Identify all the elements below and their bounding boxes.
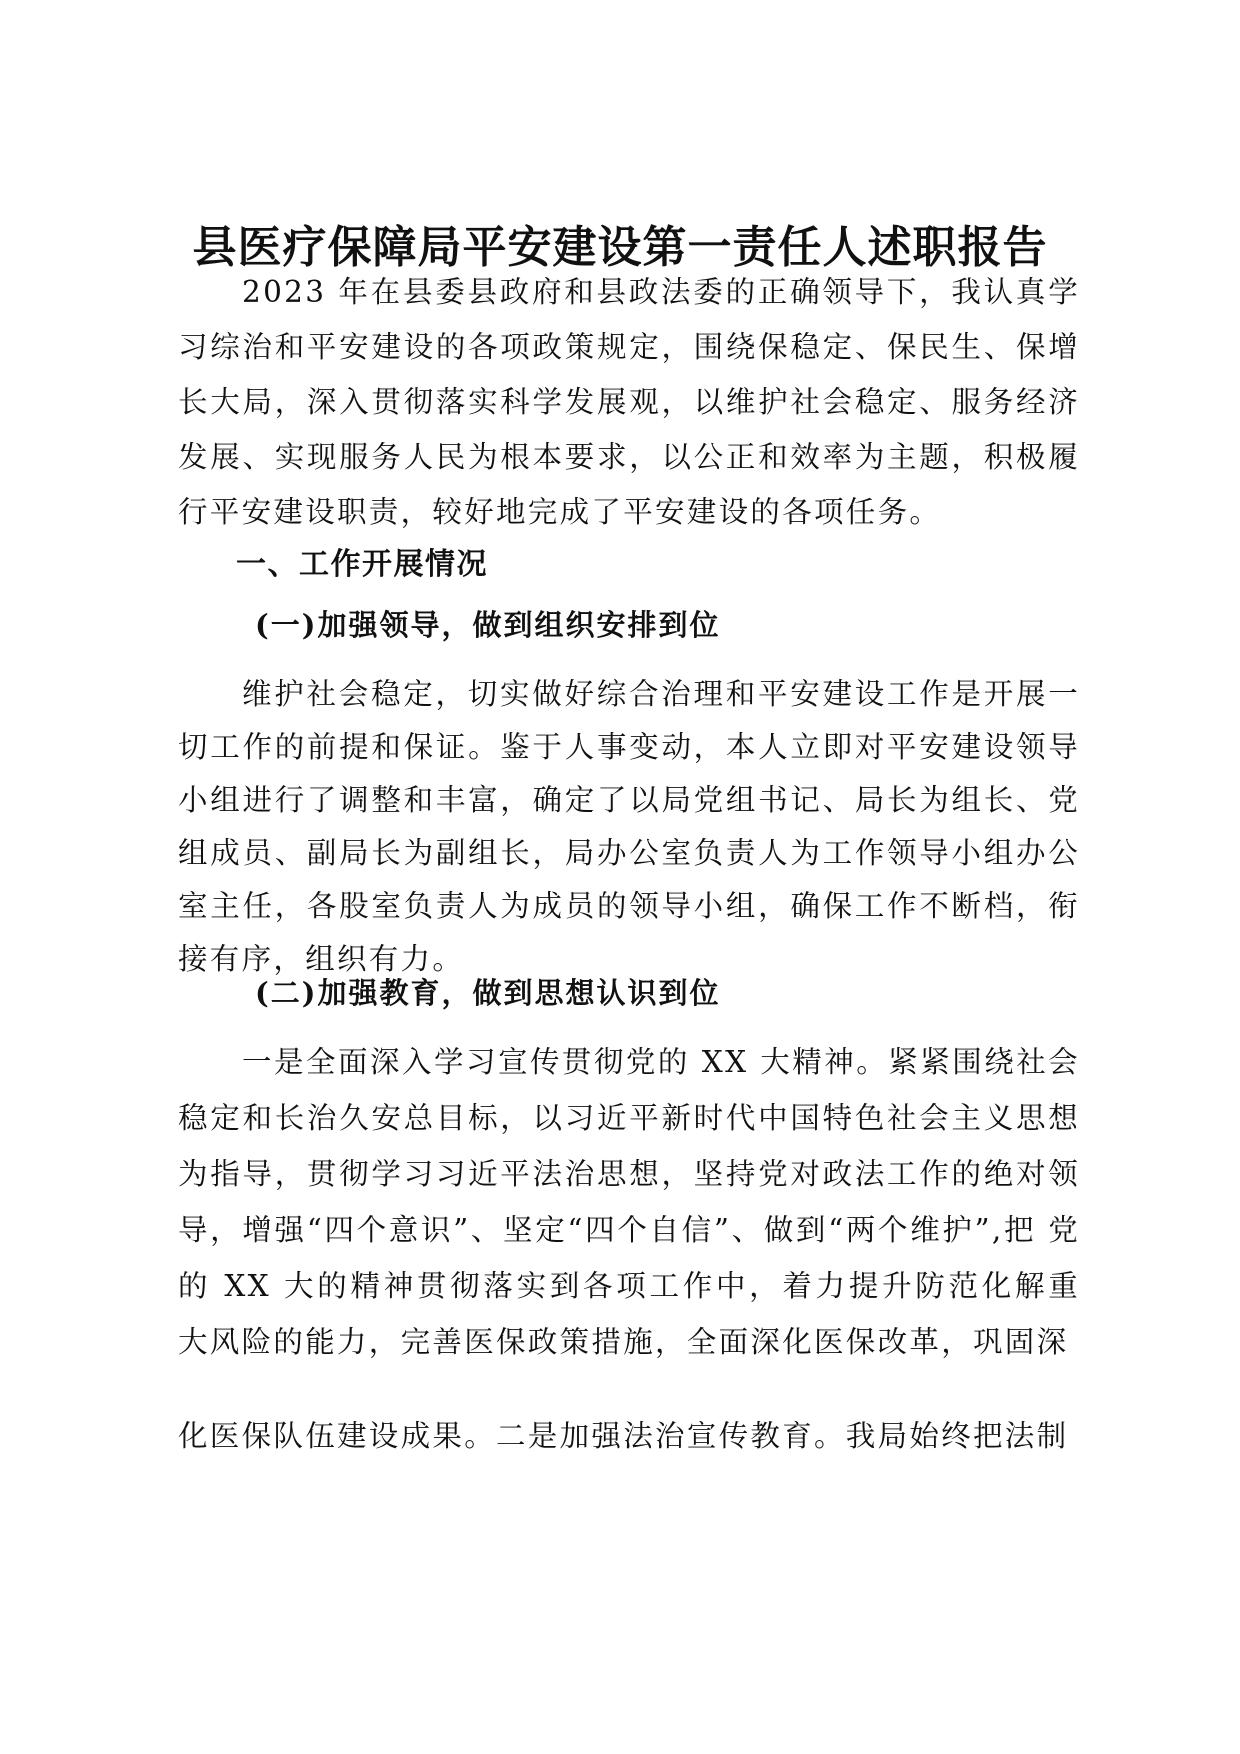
document-title: 县医疗保障局平安建设第一责任人述职报告 bbox=[192, 222, 1048, 273]
intro-paragraph: 2023 年在县委县政府和县政法委的正确领导下，我认真学习综治和平安建设的各项政策规定，围绕保稳定、保民生、保增长大局，深入贯彻落实科学发展观，以维护社会稳定、服务经济发展、实现服务人民为根本要求，以公正和效率为主题，积极履行平安建设职责，较好地完成了平安建设的各项任务。 bbox=[178, 275, 1080, 529]
subsection-heading-education: (二)加强教育，做到思想认识到位 bbox=[255, 976, 721, 1010]
leadership-paragraph: 维护社会稳定，切实做好综合治理和平安建设工作是开展一切工作的前提和保证。鉴于人事变动，本人立即对平安建设领导小组进行了调整和丰富，确定了以局党组书记、局长为组长、党组成员、副局长为副组长，局办公室负责人为工作领导小组办公室主任，各股室负责人为成员的领导小组，确保工作不断档，衔接有序，组织有力。 bbox=[178, 677, 1080, 976]
education-paragraph: 一是全面深入学习宣传贯彻党的 XX 大精神。紧紧围绕社会 稳定和长治久安总目标，以习近平新时代中国特色社会主义思想 为指导，贯彻学习习近平法治思想，坚持党对政法工作的绝对领 导，增强“四个意识”、坚定“四个自信”、做到“两个维护”,把 党的 XX 大的精神贯彻落实到各项工作中，着力提升防范化解重 大风险的能力，完善医保政策措施，全面深化医保改革，巩固深 bbox=[178, 1045, 1080, 1359]
education-paragraph-continuation: 化医保队伍建设成果。二是加强法治宣传教育。我局始终把法制 bbox=[178, 1419, 1069, 1453]
section-heading-work-status: 一、工作开展情况 bbox=[236, 547, 488, 582]
subsection-heading-leadership: (一)加强领导，做到组织安排到位 bbox=[255, 608, 721, 642]
